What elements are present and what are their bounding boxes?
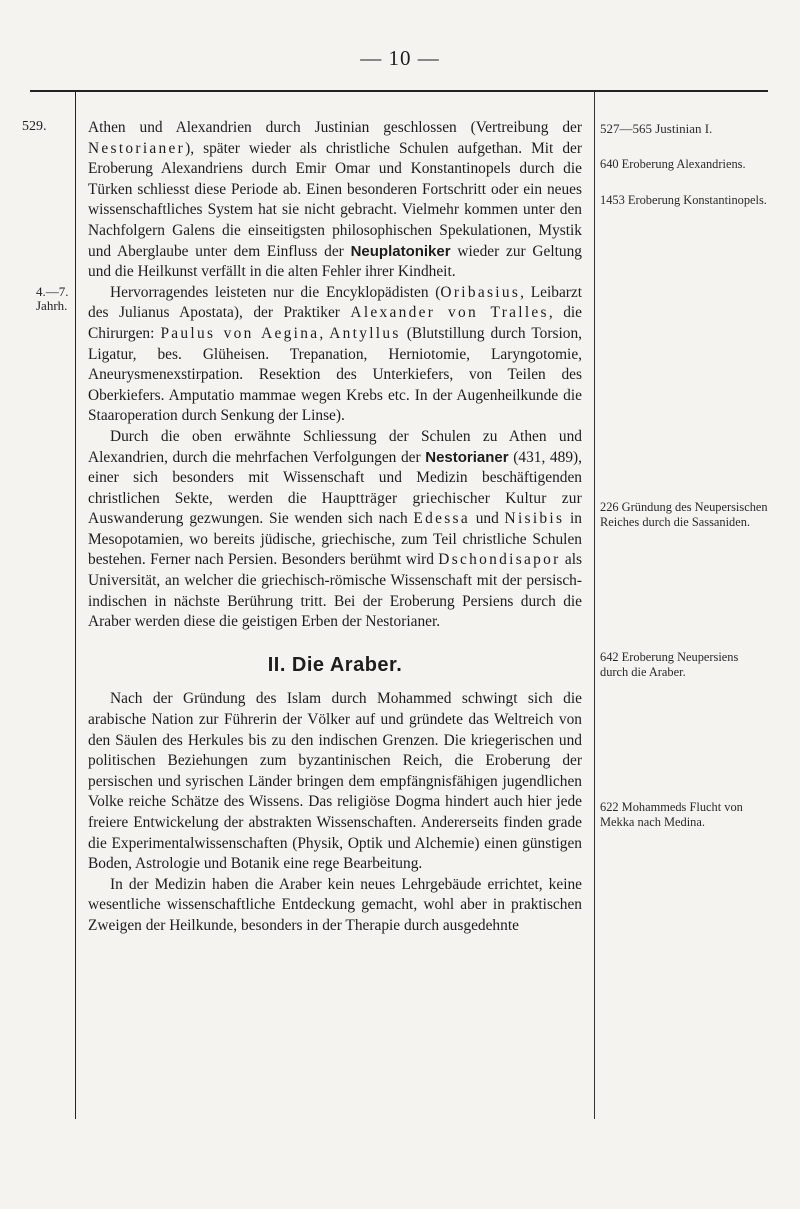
side-note-neupersien: 642 Eroberung Neupersiens durch die Araber. xyxy=(600,650,739,679)
text-run: und xyxy=(469,510,505,528)
margin-year-529: 529. xyxy=(22,119,47,134)
emphasis-alexander-von-tralles: Alexander von Tralles xyxy=(350,304,549,322)
text-run: , Leibarzt des Julianus Apostata), der Praktiker xyxy=(88,283,583,322)
text-run: , xyxy=(319,324,330,342)
margin-century-range: 4.—7. xyxy=(36,284,69,299)
emphasis-nestorianer: Nestorianer xyxy=(88,139,186,157)
left-column-rule xyxy=(75,91,76,1119)
paragraph-3 xyxy=(88,427,582,633)
emphasis-nestorianer-bold: Nestorianer xyxy=(425,448,509,466)
emphasis-haupttraeger: Hauptträger griechischer Kultur zur Auswanderung xyxy=(88,489,583,528)
page-number: — 10 — xyxy=(360,46,440,70)
side-note-konstantinopel: 1453 Eroberung Konstantinopels. xyxy=(600,193,767,207)
text-run: Athen und Alexandrien durch Justinian geschlossen (Vertreibung der xyxy=(88,119,582,136)
emphasis-paulus-von-aegina: Paulus von Aegina xyxy=(160,324,320,342)
emphasis-nisibis: Nisibis xyxy=(504,510,565,528)
text-run: ), später wieder als christliche Schulen aufgethan. Mit der Eroberung Alexandriens durch Emir Omar und Konstantinopels durch die Türken schliesst diese Periode ab. Einen besonderen Fortschritt oder ein neues wissenschaftliches System hat sie nicht gebracht. Vielmehr kommen unter den Nachfolgern Galens die einseitigsten philosophischen Spekulationen, Mystik und Aberglaube unter dem Einfluss der xyxy=(88,139,582,260)
side-note-mohammed: 622 Mohammeds Flucht von Mekka nach Medina. xyxy=(600,800,743,829)
paragraph-5: In der Medizin haben die Araber kein neues Lehrgebäude errichtet, keine wesentliche wissenschaftliche Entdeckung gemacht, wohl aber in praktischen Zweigen der Heilkunde, besonders in der Therapie durch ausgedehnte xyxy=(88,875,582,934)
main-text xyxy=(88,118,582,937)
text-run: wieder zur Geltung und die Heilkunst verfällt in die alten Fehler ihrer Kindheit. xyxy=(88,242,582,281)
section-title: II. Die Araber. xyxy=(267,653,403,676)
text-run: (Blutstillung durch Torsion, Ligatur, bes. Glüheisen. Trepanation, Herniotomie, Laryngotomie, Aneurysmenexstirpation. Resektion des Unterkiefers, von Teilen des Oberkiefers. Amputatio mammae wegen Krebs etc. In der Augenheilkunde die Staaroperation durch Senkung der Linse). xyxy=(88,324,582,425)
header-rule xyxy=(30,90,768,92)
text-run: (431, 489), einer sich besonders mit Wissenschaft und Medizin beschäftigenden christlichen Sekte, werden die xyxy=(88,448,582,507)
right-column-rule xyxy=(594,91,595,1119)
text-run: Hervorragendes leisteten nur die Encyklopädisten ( xyxy=(110,283,441,301)
margin-century-note xyxy=(36,285,69,313)
emphasis-dschondisapor: Dschondisapor xyxy=(438,551,561,569)
emphasis-oribasius: Oribasius xyxy=(440,283,521,301)
text-run: als Universität, an welcher die griechisch-römische Wissenschaft mit der persisch-indischen in nächste Berührung tritt. Bei der Eroberung Persiens durch die Araber werden diese die geistigen Erben der Nestorianer. xyxy=(88,551,582,631)
paragraph-1 xyxy=(88,118,582,283)
side-note-sassaniden: 226 Gründung des Neupersischen Reiches durch die Sassaniden. xyxy=(600,500,768,529)
paragraph-2 xyxy=(88,283,582,427)
text-run: Durch die oben erwähnte Schliessung der Schulen zu Athen und Alexandrien, durch die mehrfachen Verfolgungen der xyxy=(88,427,582,466)
emphasis-antyllus: Antyllus xyxy=(329,324,401,342)
side-note-justinian: 527—565 Justinian I. xyxy=(600,121,713,136)
margin-century-unit: Jahrh. xyxy=(36,298,68,313)
emphasis-edessa: Edessa xyxy=(413,510,470,528)
text-run: in Mesopotamien, wo bereits jüdische, griechische, zum Teil christliche Schulen bestehen. Ferner nach Persien. Besonders berühmt wird xyxy=(88,510,582,569)
paragraph-4: Nach der Gründung des Islam durch Mohammed schwingt sich die arabische Nation zur Führerin der Völker auf und gründete das Weltreich von den Säulen des Herkules bis zu den indischen Grenzen. Die kriegerischen und politischen Beziehungen zum byzantinischen Reich, die Eroberung der persischen und syrischen Länder bringen dem empfängnisfähigen jugendlichen Volke reiche Schätze des Wissens. Das religiöse Dogma hindert auch hier jede freiere Entwickelung der abstrakten Wissenschaften. Andererseits finden grade die Experimentalwissenschaften (Physik, Optik und Alchemie) einen günstigen Boden, Astrologie und Botanik eine rege Bearbeitung. xyxy=(88,690,582,873)
side-note-alexandrien: 640 Eroberung Alexandriens. xyxy=(600,157,746,171)
emphasis-neuplatoniker: Neuplatoniker xyxy=(350,242,451,260)
text-run: , die Chirurgen: xyxy=(88,304,583,342)
text-run: gezwungen. Sie wenden sich nach xyxy=(183,510,414,528)
